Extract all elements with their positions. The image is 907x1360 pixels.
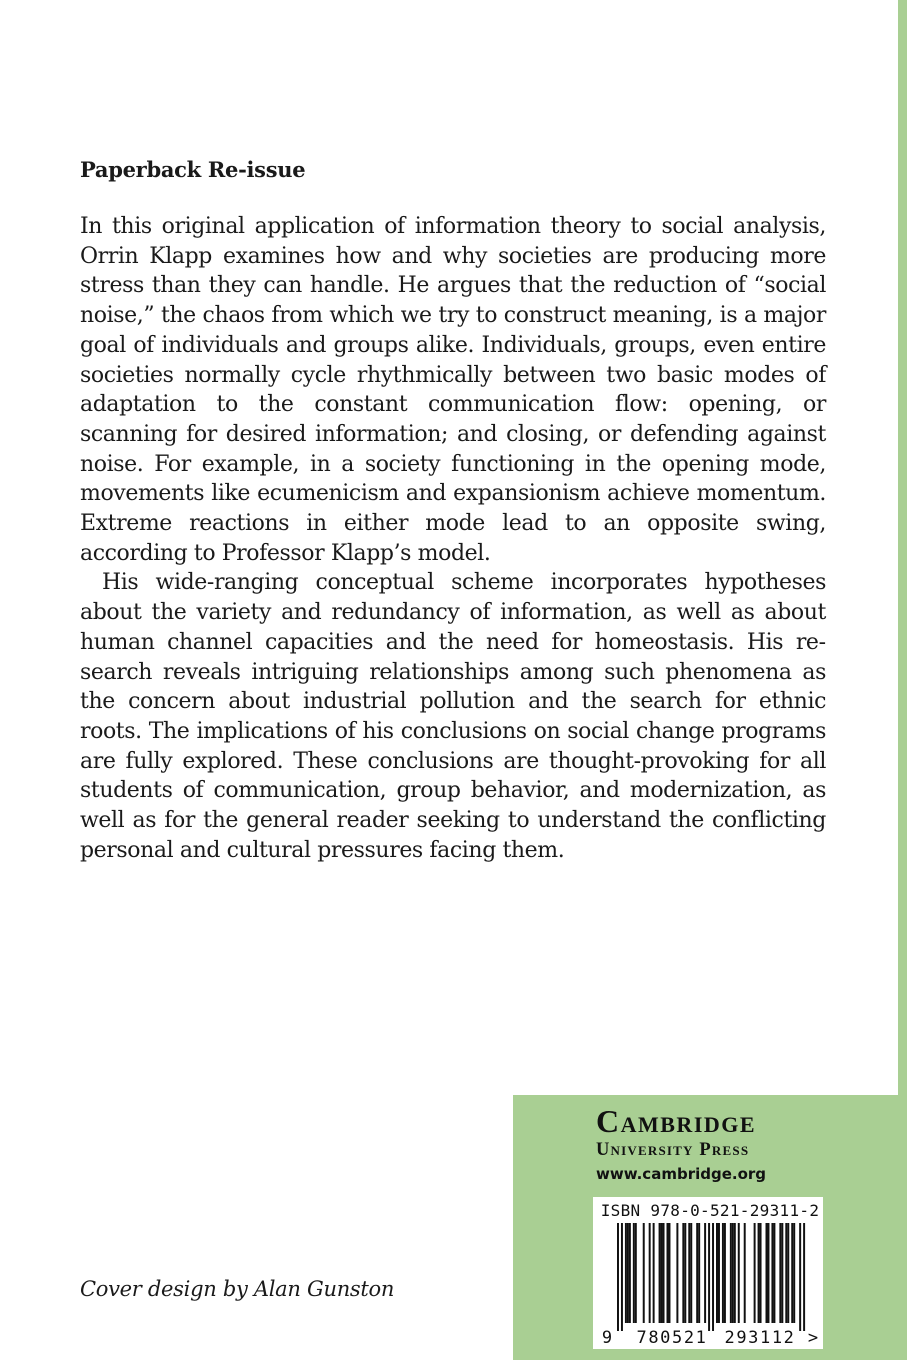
barcode-bars [617, 1223, 805, 1331]
barcode-bar [758, 1223, 760, 1323]
barcode-bar [785, 1223, 787, 1323]
barcode-bar [663, 1223, 665, 1323]
barcode-bar [682, 1223, 684, 1323]
barcode-guard-bar [621, 1223, 623, 1331]
barcode-bar [716, 1223, 718, 1323]
description-paragraph-1: In this original application of information theory to social analysis, Orrin Klapp examines how and why societies are producing more stress than they can handle. He argues that the reduction of “social noise,” the chaos from which we try to construct meaning, is a major goal of individuals and groups alike. Individuals, groups, even entire societies normally cycle rhythmically between two basic modes of adaptation to the constant communication flow: opening, or scanning for desired information; and closing, or defending against noise. For example, in a society functioning in the opening mode, movements like ecumenicism and expansionism achieve momentum. Extreme reactions in either mode lead to an opposite swing, according to Professor Klapp’s model. [80, 214, 826, 566]
barcode-lead-digit: 9 [601, 1328, 613, 1348]
barcode-bar [793, 1223, 795, 1323]
barcode-bar [787, 1223, 789, 1323]
barcode-bar [766, 1223, 768, 1323]
barcode-bar [635, 1223, 637, 1323]
publisher-panel [513, 1095, 907, 1360]
barcode-bar [744, 1223, 746, 1323]
barcode-guard-bar [708, 1223, 710, 1331]
publisher-name-text: Cambridge [596, 1103, 757, 1139]
barcode-bar [760, 1223, 762, 1323]
publisher-subtitle-text: University Press [596, 1140, 750, 1160]
book-description [80, 212, 826, 865]
barcode-bar [734, 1223, 736, 1323]
cover-design-credit: Cover design by Alan Gunston [80, 1277, 395, 1301]
barcode-bar [676, 1223, 678, 1323]
description-paragraph-2: His wide-ranging conceptual scheme incorporates hypotheses about the variety and redundancy of information, as well as about human channel capacities and the need for homeostasis. His research reveals intriguing relationships among such phenomena as the concern about industrial pollution and the search for ethnic roots. The implications of his conclusions on social change programs are fully explored. These conclusions are thought-provoking for all students of communication, group behavior, and modernization, as well as for the general reader seeking to understand the conflicting personal and cultural pressures facing them. [80, 570, 826, 863]
barcode-bar [696, 1223, 698, 1323]
barcode-left-digits: 780521 [636, 1328, 708, 1348]
barcode-bar [653, 1223, 655, 1323]
barcode-bar [698, 1223, 700, 1323]
barcode-guard-bar [712, 1223, 714, 1331]
barcode-bar [661, 1223, 663, 1323]
barcode-bar [722, 1223, 724, 1323]
barcode-bar [730, 1223, 732, 1323]
barcode-bar [625, 1223, 627, 1323]
barcode-bar [667, 1223, 669, 1323]
publisher-url[interactable]: www.cambridge.org [596, 1165, 767, 1183]
barcode-guard-bar [803, 1223, 805, 1331]
barcode-bar [629, 1223, 631, 1323]
barcode-bar [773, 1223, 775, 1323]
barcode-bar [704, 1223, 706, 1323]
barcode-quiet-mark: > [807, 1328, 819, 1348]
barcode-bar [690, 1223, 692, 1323]
barcode-bar [724, 1223, 726, 1323]
barcode [593, 1197, 823, 1349]
barcode-bar [738, 1223, 740, 1323]
barcode-right-digits: 293112 [724, 1328, 796, 1348]
isbn-label: ISBN 978-0-521-29311-2 [600, 1201, 820, 1220]
barcode-bar [791, 1223, 793, 1323]
barcode-bar [649, 1223, 651, 1323]
barcode-bar [668, 1223, 670, 1323]
edition-heading: Paperback Re-issue [80, 157, 306, 182]
barcode-bar [659, 1223, 661, 1323]
barcode-box [593, 1197, 823, 1349]
publisher-name [596, 1103, 756, 1140]
barcode-bar [627, 1223, 629, 1323]
barcode-guard-bar [617, 1223, 619, 1331]
barcode-bar [688, 1223, 690, 1323]
barcode-guard-bar [799, 1223, 801, 1331]
barcode-bar [718, 1223, 720, 1323]
barcode-bar [767, 1223, 769, 1323]
barcode-bar [779, 1223, 781, 1323]
barcode-bar [754, 1223, 756, 1323]
barcode-bar [771, 1223, 773, 1323]
barcode-bar [633, 1223, 635, 1323]
barcode-bar [684, 1223, 686, 1323]
publisher-subtitle [596, 1140, 749, 1161]
barcode-bar [732, 1223, 734, 1323]
barcode-bar [643, 1223, 645, 1323]
barcode-bar [781, 1223, 783, 1323]
